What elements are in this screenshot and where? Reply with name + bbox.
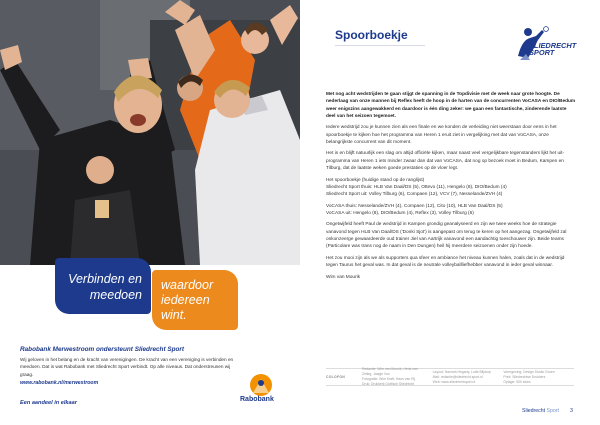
sponsor-ad-block xyxy=(20,346,240,386)
tagline-orange: waardoor iedereen wint. xyxy=(152,270,238,330)
ad-slogan: Een aandeel in elkaar xyxy=(20,400,77,406)
article-paragraph: Ongetwijfeld heeft Paul de wedstrijd in Kampen grondig geanalyseerd en zijn we twee weeks hoe de strategie vanavond tegen HLB Van Daal/DS ('Donki Sjot') is aangepast om terug te keren op het aangezag. Ongetwijfeld zal onkonzeerge gewaardeerde oud trainer Jiel van Aartrijk vanavond een aandachtig toeschouwer zijn. Beide teams (Particolare was trans nog de naam in Den Dungen) heil hij meerdere seizoenen onder zijn hoede. xyxy=(326,222,567,250)
ad-title: Rabobank Merwestroom ondersteunt Sliedrecht Sport xyxy=(20,346,185,353)
article-lead: Met nog acht wedstrijden te gaan stijgt de spanning in de Topdivisie met de week naar grote hoogte. De nederlaag van onze mannen bij Reflex heeft de hoop in de harten van de concurrenten VoCASA en DIO/Bedum weer enigszins aangewakkerd en daardoor is één ding zeker: we gaan een fantastische, zinderende laatste deel van het seizoen tegemoet. xyxy=(326,92,576,119)
rabobank-logo-icon xyxy=(241,371,281,411)
right-page xyxy=(300,0,600,425)
photo-illustration xyxy=(0,0,300,265)
colofon-col: Vormgeving: Design Studio Groen Print: Sliedrechtse Drukkers Oplage: 500 stuks xyxy=(503,369,555,384)
ad-body: Wij geloven in het belang en de kracht van verenigingen. De kracht van een vereniging is verbinden en meedoen. Dat is wat Rabobank met Sliedrecht Sport verbindt. Op alle niveaus. Dat onderstreunen wij graag. xyxy=(20,357,234,377)
ad-url-link[interactable]: www.rabobank.nl/merwestroom xyxy=(20,380,99,387)
sliedrecht-sport-logo xyxy=(529,42,576,56)
tagline-blue: Verbinden en meedoen xyxy=(55,258,151,314)
article-author: Wim van Mourik xyxy=(326,274,361,280)
article-body xyxy=(326,91,576,285)
article-paragraph: Het zou mooi zijn als we als supporters qua sfeer en ambiance het niveau kunnen halen, zoals dat in de wedstrijd tegen Taurus het geval was. In dat geval is de neutrale volleyballliefhebber vanavond in ieder geval winnaar. xyxy=(326,255,565,269)
colofon-col: Layout: Hannah Hegarty, Lotte Blijdorp Mail: redactie@sliedrecht.sport.nl Web: www.sliedrechtsport.nl xyxy=(432,369,491,384)
article-paragraph: Iedere wedstrijd zou je kunnen zien als een finale en we konden de verleiding niet weerstaan door eens in het spoorboekje te kijken hoe het programma van Heren 1 eruit ziet in vergelijking met dat van VoCASA, onze belangrijkste concurrent van dit moment. xyxy=(326,125,557,145)
article-paragraph: Het spoorboekje (huidige stand op de ranglijst) Sliedrecht Sport thuis: HLB Van Daal/DS (5), Ottevo (11), Hengelo (8), DIO/Bedum (4) Sliedrecht Sport uit: Volley Tilburg (6), Compaen (12), VCV (7), Nesselande/ZVH (4) xyxy=(326,177,507,198)
footer-brand-accent: Sport xyxy=(546,408,559,414)
page-title: Spoorboekje xyxy=(335,28,408,42)
cheering-players-photo xyxy=(0,0,300,265)
page-number: 3 xyxy=(570,408,573,414)
colofon xyxy=(326,368,574,386)
title-divider xyxy=(335,45,425,46)
colofon-col: Redactie: Wim van Mourik, Henk van Zelleg, Jaapje Vos Fotografie: Wim Kraft, Hans van Rij Druk: Drukkerij Grafisch Sliedrecht xyxy=(362,367,418,386)
colofon-title: COLOFON xyxy=(326,375,346,379)
article-paragraph: Het is en blijft natuurlijk een slag om altijd officiële kijken, maar naast veel vergelijkbare tegenstanders lijkt het uit-programma van Heren 1 iets minder zwaar dan dat van VoCASA, dat nog op bezoek moet in Bedum, Kampen en Tilburg, dat de laatste weken goede prestaties op de vloer legt. xyxy=(326,151,565,172)
footer-brand-main: Sliedrecht xyxy=(522,408,546,414)
article-paragraph: VoCASA thuis: Nesselande/ZVH (4), Compaen (12), Cito (10), HLB Van Daal/DS (5) VoCASA uit: Hengelo (8), DIO/Bedum (4), Reflex (3), Volley Tilburg (6) xyxy=(326,203,503,216)
logo-line1: SLIEDRECHT xyxy=(529,41,577,50)
rabobank-name: Rabobank xyxy=(240,396,274,403)
footer-brand xyxy=(522,408,559,414)
logo-line2: SPORT xyxy=(529,48,555,58)
